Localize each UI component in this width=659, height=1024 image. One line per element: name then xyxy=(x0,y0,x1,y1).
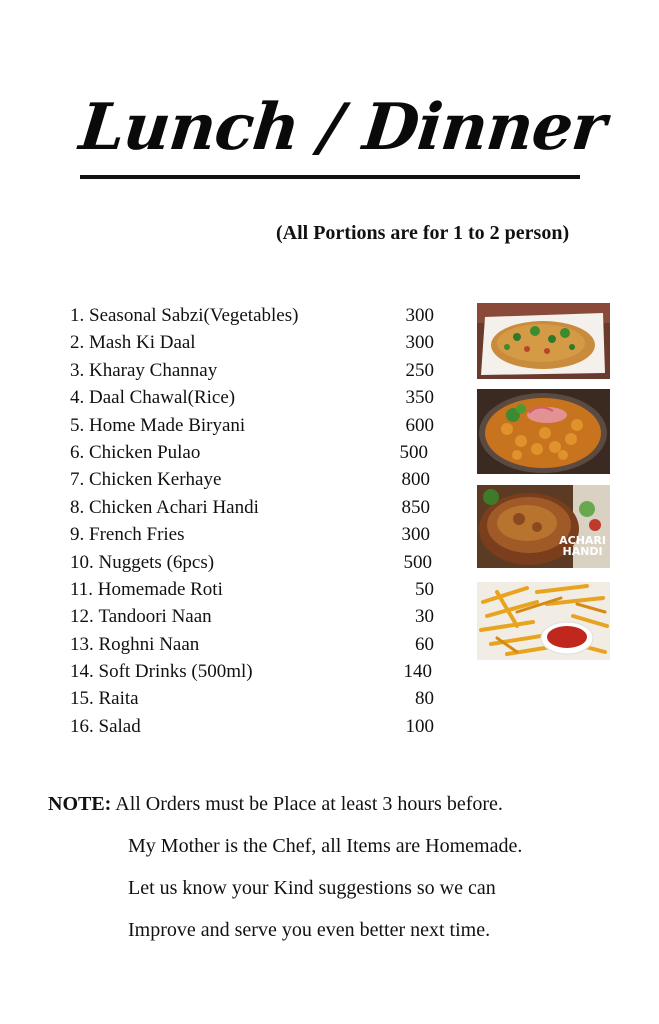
menu-item-number: 5. xyxy=(70,414,85,436)
portion-subtitle: (All Portions are for 1 to 2 person) xyxy=(276,222,570,244)
menu-item-price: 800 xyxy=(401,469,430,491)
menu-item-price: 600 xyxy=(405,414,434,436)
achari-handi-photo xyxy=(477,485,610,568)
menu-item-name: Chicken Pulao xyxy=(89,441,201,463)
menu-item-price: 30 xyxy=(415,606,434,628)
menu-item xyxy=(70,576,440,603)
note-line: Improve and serve you even better next time. xyxy=(128,919,491,941)
achari-handi-caption xyxy=(559,535,606,557)
menu-item-name: Homemade Roti xyxy=(97,578,223,600)
menu-item xyxy=(70,439,440,466)
menu-item xyxy=(70,685,440,712)
menu-item xyxy=(70,357,440,384)
menu-item-name: Daal Chawal(Rice) xyxy=(89,387,236,409)
note-line: Let us know your Kind suggestions so we can xyxy=(128,877,496,899)
menu-item-number: 10. xyxy=(70,551,94,573)
menu-item xyxy=(70,631,440,658)
menu-item-number: 2. xyxy=(70,332,85,354)
achari-caption-line: ACHARI xyxy=(559,534,606,547)
menu-item-name: Soft Drinks (500ml) xyxy=(98,661,253,683)
menu-item-price: 250 xyxy=(405,359,434,381)
menu-item-number: 6. xyxy=(70,441,85,463)
menu-item-price: 300 xyxy=(405,332,434,354)
menu-item-name: French Fries xyxy=(89,524,185,546)
note-line xyxy=(48,790,522,832)
menu-list xyxy=(70,302,440,740)
channay-photo xyxy=(477,389,610,474)
note-label: NOTE: xyxy=(48,793,112,815)
note-line: My Mother is the Chef, all Items are Homemade. xyxy=(128,835,523,857)
menu-item-name: Chicken Kerhaye xyxy=(89,469,222,491)
handi-caption-line: HANDI xyxy=(562,545,603,558)
menu-item-number: 7. xyxy=(70,469,85,491)
menu-item xyxy=(70,713,440,740)
menu-item-name: Roghni Naan xyxy=(98,633,200,655)
menu-item-name: Salad xyxy=(98,715,141,737)
menu-item-number: 8. xyxy=(70,496,85,518)
menu-item xyxy=(70,603,440,630)
menu-item xyxy=(70,302,440,329)
menu-item-number: 12. xyxy=(70,606,94,628)
menu-item-name: Home Made Biryani xyxy=(89,414,246,436)
menu-item-price: 350 xyxy=(405,387,434,409)
menu-item xyxy=(70,412,440,439)
menu-item-price: 300 xyxy=(401,524,430,546)
menu-item xyxy=(70,658,440,685)
menu-item-number: 1. xyxy=(70,305,85,326)
menu-item-name: Kharay Channay xyxy=(89,359,218,381)
french-fries-photo xyxy=(477,582,610,660)
menu-item-price: 50 xyxy=(415,578,434,600)
note-section xyxy=(48,790,522,958)
menu-item-name: Mash Ki Daal xyxy=(89,332,196,354)
menu-item xyxy=(70,521,440,548)
menu-item-number: 4. xyxy=(70,387,85,409)
menu-item-price: 500 xyxy=(403,551,432,573)
menu-item xyxy=(70,384,440,411)
menu-item xyxy=(70,329,440,356)
menu-item-number: 9. xyxy=(70,524,85,546)
menu-item-number: 15. xyxy=(70,688,94,710)
menu-item-name: Seasonal Sabzi(Vegetables) xyxy=(89,305,299,326)
menu-item-name: Nuggets (6pcs) xyxy=(98,551,215,573)
note-text: All Orders must be Place at least 3 hours before. xyxy=(115,793,503,815)
menu-item-price: 500 xyxy=(399,441,428,463)
menu-item-number: 14. xyxy=(70,661,94,683)
sabzi-photo xyxy=(477,303,610,379)
menu-item-number: 16. xyxy=(70,715,94,737)
menu-item-name: Tandoori Naan xyxy=(98,606,212,628)
menu-item xyxy=(70,549,440,576)
menu-item-name: Raita xyxy=(98,688,139,710)
title-underline xyxy=(80,175,580,179)
menu-item xyxy=(70,494,440,521)
menu-item-price: 60 xyxy=(415,633,434,655)
menu-item-price: 140 xyxy=(403,661,432,683)
menu-item-number: 13. xyxy=(70,633,94,655)
menu-item-price: 80 xyxy=(415,688,434,710)
menu-item-price: 300 xyxy=(405,305,434,326)
menu-item-price: 100 xyxy=(405,715,434,737)
menu-item-number: 11. xyxy=(70,578,94,600)
menu-item xyxy=(70,466,440,493)
page-title: Lunch / Dinner xyxy=(76,90,609,165)
menu-item-number: 3. xyxy=(70,359,85,381)
menu-item-name: Chicken Achari Handi xyxy=(89,496,259,518)
menu-item-price: 850 xyxy=(401,496,430,518)
